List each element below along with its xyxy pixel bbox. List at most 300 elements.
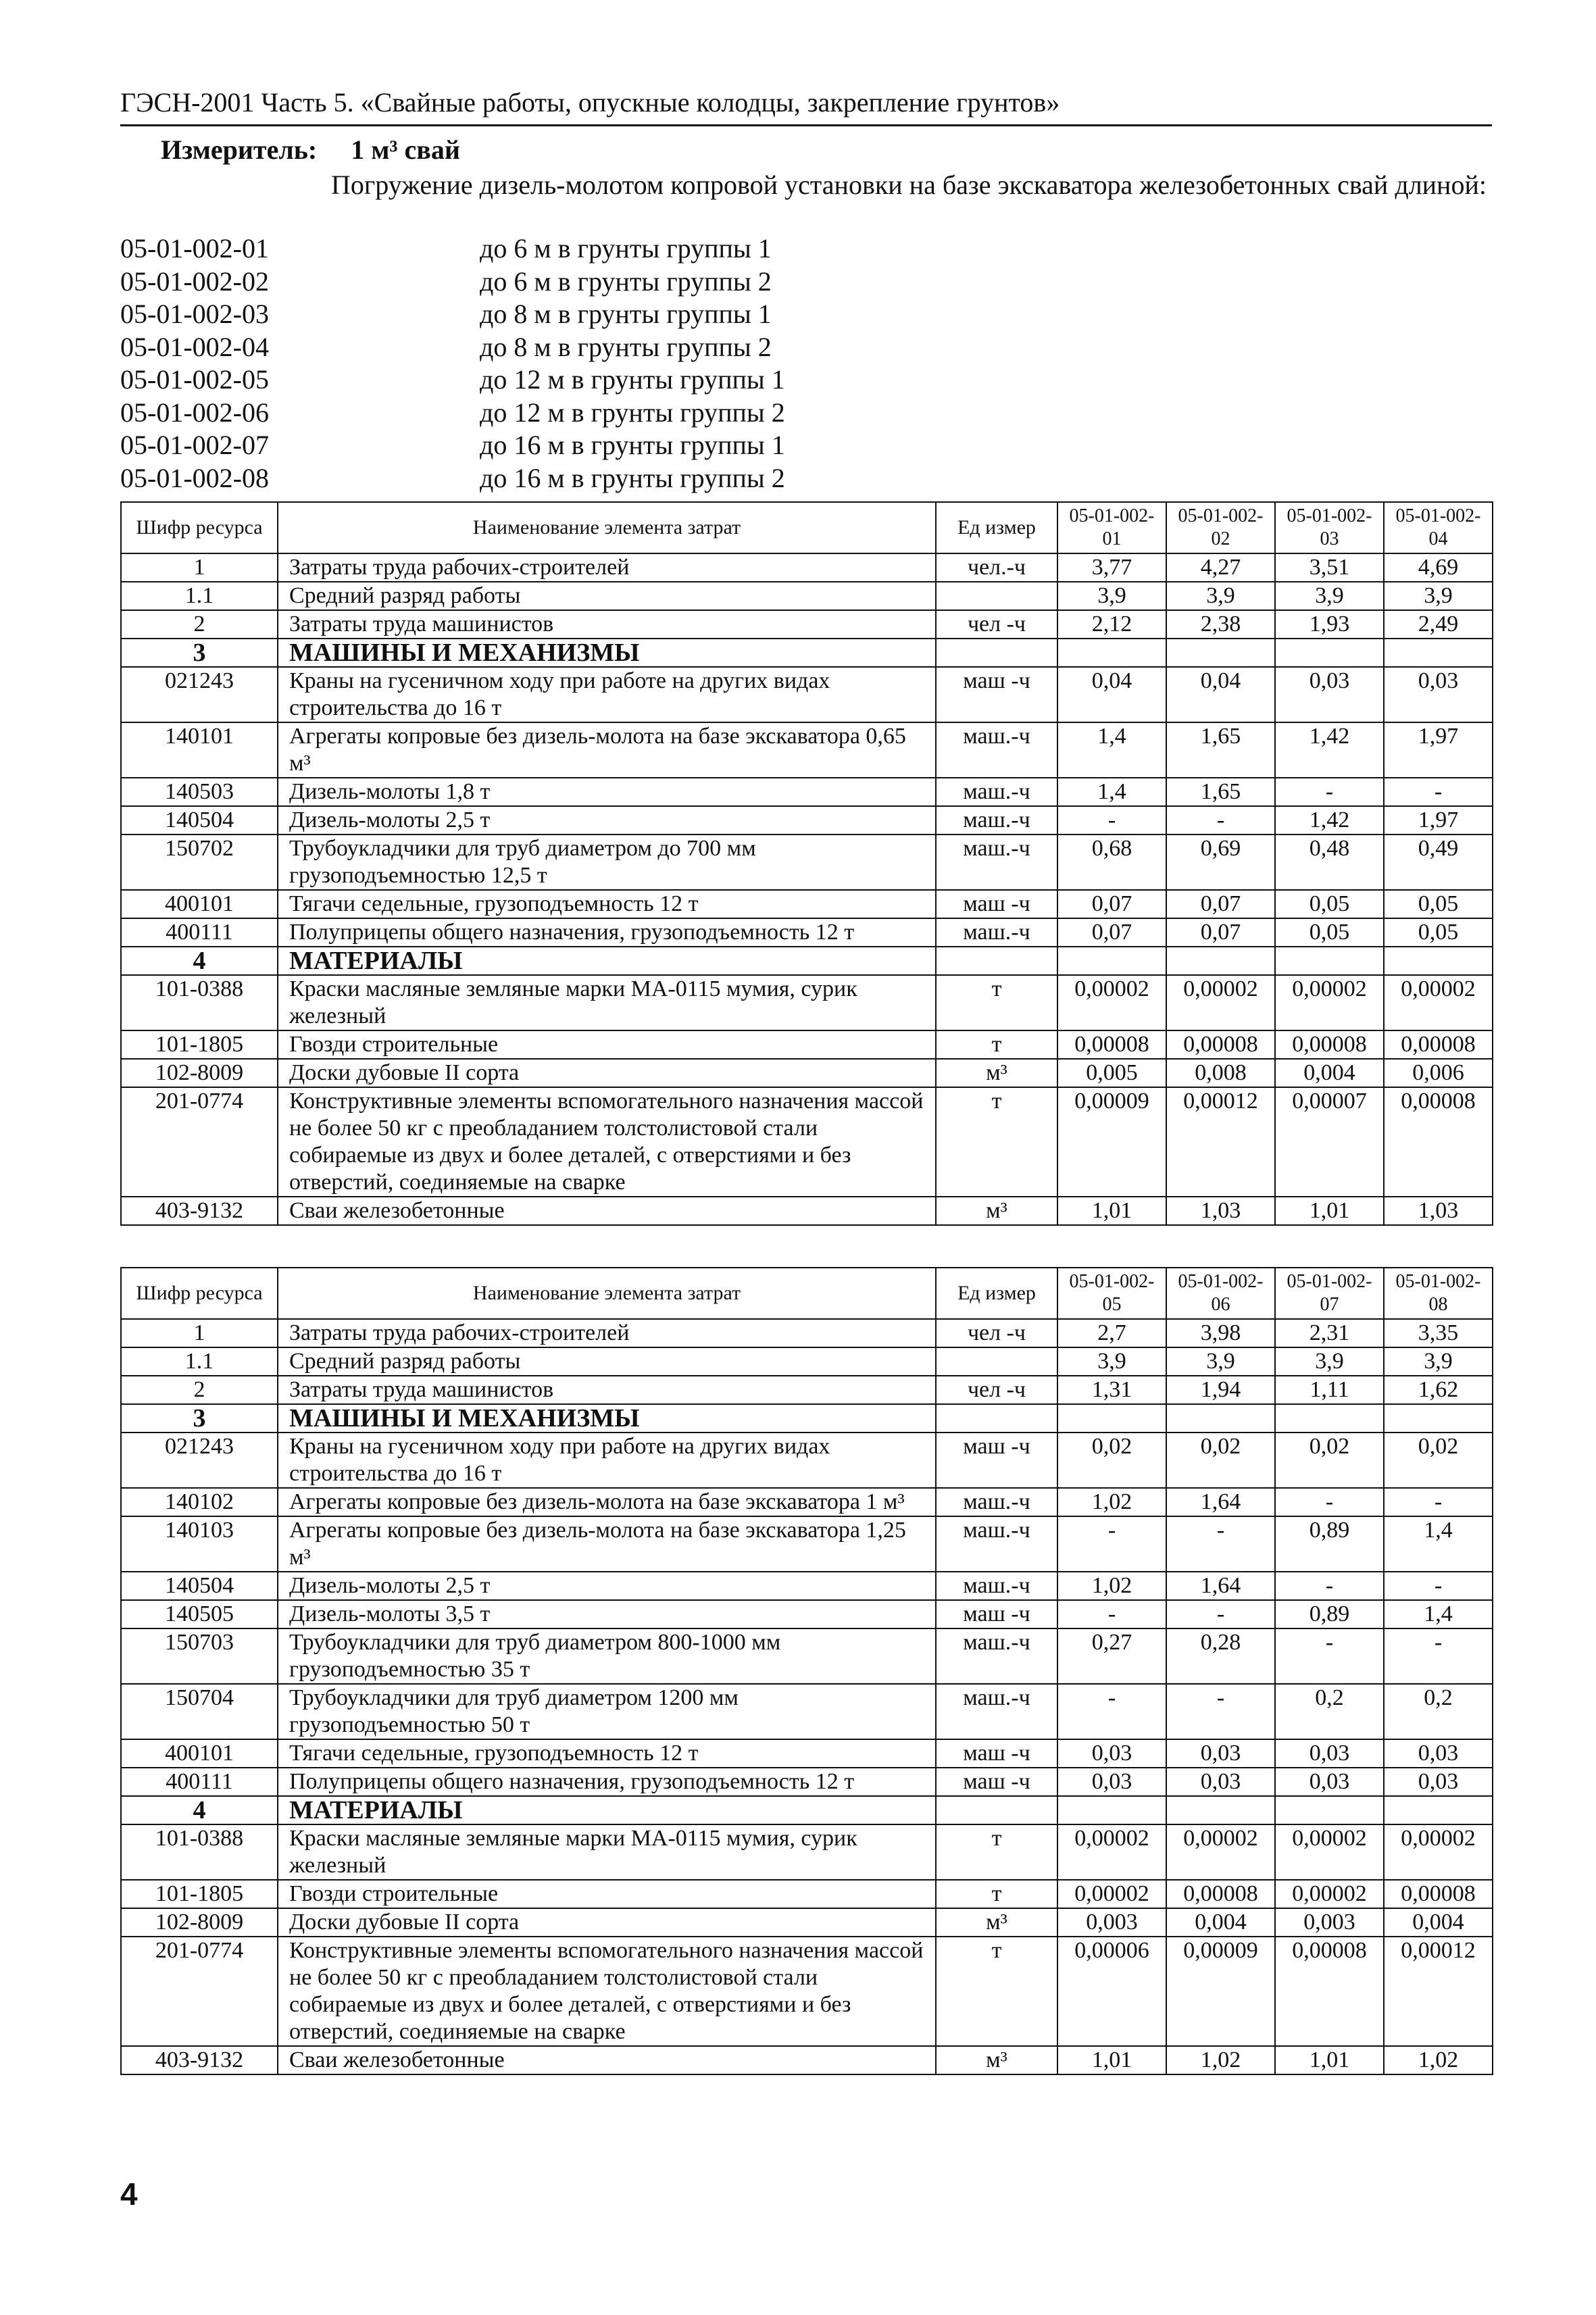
resource-value: 0,00008 [1166, 1030, 1275, 1059]
resource-unit: м³ [936, 1197, 1057, 1225]
resource-name: Средний разряд работы [278, 1347, 936, 1376]
resource-value: 1,03 [1384, 1197, 1493, 1225]
resource-value: 0,03 [1384, 667, 1493, 722]
resource-value [1166, 947, 1275, 975]
resource-value: 1,01 [1275, 1197, 1384, 1225]
resource-name: Дизель-молоты 1,8 т [278, 778, 936, 806]
code-id: 05-01-002-01 [120, 233, 269, 264]
resource-value: - [1384, 778, 1493, 806]
resource-value: 1,97 [1384, 806, 1493, 835]
resource-cipher: 101-1805 [121, 1030, 278, 1059]
table-row [121, 1908, 1493, 1937]
resource-unit: т [936, 975, 1057, 1030]
resource-name: Полуприцепы общего назначения, грузоподъемность 12 т [278, 1768, 936, 1796]
resource-value: - [1384, 1488, 1493, 1516]
resource-unit: м³ [936, 1059, 1057, 1087]
resource-value: - [1384, 1572, 1493, 1600]
resource-value: - [1275, 1628, 1384, 1684]
resource-value [1057, 1796, 1166, 1824]
resource-cipher: 2 [121, 610, 278, 639]
resource-value: 0,00002 [1384, 975, 1493, 1030]
resource-value: 3,9 [1275, 1347, 1384, 1376]
table-row [121, 1684, 1493, 1739]
resource-cipher: 102-8009 [121, 1059, 278, 1087]
code-list-item [120, 331, 785, 364]
resource-name: Гвозди строительные [278, 1880, 936, 1908]
resource-value: 1,4 [1057, 778, 1166, 806]
resource-name: Краски масляные земляные марки МА-0115 мумия, сурик железный [278, 975, 936, 1030]
resource-cipher: 400101 [121, 1739, 278, 1768]
table-row [121, 722, 1493, 778]
measure-value: 1 м³ свай [351, 134, 460, 165]
resource-value: 0,00006 [1057, 1937, 1166, 2046]
resource-unit: маш.-ч [936, 835, 1057, 890]
resource-value: - [1384, 1628, 1493, 1684]
table-row [121, 1347, 1493, 1376]
resource-value: 0,05 [1275, 890, 1384, 918]
resource-value: 0,03 [1275, 1739, 1384, 1768]
header-code: 05-01-002-02 [1166, 502, 1275, 553]
resource-cipher: 140504 [121, 1572, 278, 1600]
code-id: 05-01-002-06 [120, 397, 269, 428]
resource-value: 0,27 [1057, 1628, 1166, 1684]
resource-value: - [1166, 1684, 1275, 1739]
resource-cipher: 1 [121, 1319, 278, 1347]
resource-value: 0,008 [1166, 1059, 1275, 1087]
resource-value [1166, 1404, 1275, 1433]
resource-table-2 [120, 1267, 1493, 2075]
resource-value: 0,05 [1384, 918, 1493, 947]
resource-cipher: 140102 [121, 1488, 278, 1516]
code-description: до 16 м в грунты группы 1 [480, 430, 785, 460]
resource-value: 0,00008 [1384, 1880, 1493, 1908]
resource-name: МАШИНЫ И МЕХАНИЗМЫ [278, 1404, 936, 1433]
table-row [121, 1572, 1493, 1600]
measure-label: Измеритель: [161, 134, 318, 165]
table-row [121, 1824, 1493, 1880]
resource-unit: чел.-ч [936, 553, 1057, 582]
resource-value: 1,01 [1057, 2046, 1166, 2074]
resource-value: - [1166, 1600, 1275, 1628]
resource-value: 0,04 [1057, 667, 1166, 722]
resource-cipher: 101-0388 [121, 975, 278, 1030]
header-name: Наименование элемента затрат [278, 502, 936, 553]
resource-value: 0,00002 [1275, 1880, 1384, 1908]
resource-value: 1,65 [1166, 778, 1275, 806]
resource-value: 1,31 [1057, 1376, 1166, 1404]
code-description: до 12 м в грунты группы 2 [480, 397, 785, 428]
code-id: 05-01-002-02 [120, 266, 269, 297]
resource-cipher: 403-9132 [121, 1197, 278, 1225]
resource-name: МАТЕРИАЛЫ [278, 947, 936, 975]
resource-value: 0,03 [1384, 1768, 1493, 1796]
resource-unit: м³ [936, 1908, 1057, 1937]
resource-value: 2,38 [1166, 610, 1275, 639]
resource-cipher: 2 [121, 1376, 278, 1404]
resource-cipher: 201-0774 [121, 1937, 278, 2046]
resource-value: 0,00002 [1275, 1824, 1384, 1880]
header-code: 05-01-002-03 [1275, 502, 1384, 553]
table-row [121, 918, 1493, 947]
resource-value: 0,69 [1166, 835, 1275, 890]
section-row [121, 639, 1493, 667]
resource-cipher: 4 [121, 1796, 278, 1824]
resource-value: 0,05 [1384, 890, 1493, 918]
table-row [121, 1880, 1493, 1908]
header-code: 05-01-002-05 [1057, 1268, 1166, 1319]
resource-value [1384, 1404, 1493, 1433]
resource-unit: маш -ч [936, 1600, 1057, 1628]
resource-value: 0,00002 [1166, 1824, 1275, 1880]
resource-table-1 [120, 501, 1493, 1226]
resource-unit [936, 582, 1057, 610]
resource-value: - [1057, 806, 1166, 835]
code-description: до 8 м в грунты группы 2 [480, 331, 772, 362]
resource-cipher: 140505 [121, 1600, 278, 1628]
resource-cipher: 400111 [121, 1768, 278, 1796]
resource-value [1275, 639, 1384, 667]
resource-unit: маш -ч [936, 1768, 1057, 1796]
resource-name: Дизель-молоты 2,5 т [278, 806, 936, 835]
resource-name: Дизель-молоты 3,5 т [278, 1600, 936, 1628]
resource-name: Гвозди строительные [278, 1030, 936, 1059]
resource-value: 0,07 [1166, 918, 1275, 947]
resource-value: 0,68 [1057, 835, 1166, 890]
resource-value: 0,2 [1275, 1684, 1384, 1739]
resource-unit: маш.-ч [936, 1684, 1057, 1739]
resource-value: 1,01 [1057, 1197, 1166, 1225]
resource-name: Полуприцепы общего назначения, грузоподъемность 12 т [278, 918, 936, 947]
resource-cipher: 1 [121, 553, 278, 582]
resource-value: - [1057, 1684, 1166, 1739]
resource-value [1166, 639, 1275, 667]
table-row [121, 778, 1493, 806]
resource-cipher: 101-0388 [121, 1824, 278, 1880]
resource-value: 0,00002 [1057, 975, 1166, 1030]
resource-cipher: 4 [121, 947, 278, 975]
resource-value: 0,03 [1166, 1768, 1275, 1796]
resource-value: 0,02 [1057, 1433, 1166, 1488]
header-code: 05-01-002-08 [1384, 1268, 1493, 1319]
resource-value: 1,62 [1384, 1376, 1493, 1404]
resource-name: Тягачи седельные, грузоподъемность 12 т [278, 1739, 936, 1768]
resource-cipher: 3 [121, 1404, 278, 1433]
resource-name: Конструктивные элементы вспомогательного назначения массой не более 50 кг с преобладанием толстолистовой стали собираемые из двух и более деталей, с отверстиями и без отверстий, соединяемые на сварке [278, 1937, 936, 2046]
header-cipher: Шифр ресурса [121, 1268, 278, 1319]
resource-value: 0,00012 [1166, 1087, 1275, 1197]
resource-unit: м³ [936, 2046, 1057, 2074]
resource-unit: т [936, 1087, 1057, 1197]
resource-value: 1,42 [1275, 722, 1384, 778]
code-id: 05-01-002-05 [120, 364, 269, 395]
resource-value: 0,04 [1166, 667, 1275, 722]
resource-value: 0,03 [1166, 1739, 1275, 1768]
table-header-row [121, 1268, 1493, 1319]
resource-value: 0,00008 [1275, 1030, 1384, 1059]
resource-value: 0,00002 [1275, 975, 1384, 1030]
resource-value: 2,31 [1275, 1319, 1384, 1347]
resource-unit [936, 1796, 1057, 1824]
header-unit: Ед измер [936, 502, 1057, 553]
code-id: 05-01-002-04 [120, 331, 269, 362]
resource-name: МАШИНЫ И МЕХАНИЗМЫ [278, 639, 936, 667]
resource-name: Затраты труда рабочих-строителей [278, 1319, 936, 1347]
table-row [121, 890, 1493, 918]
table-row [121, 1488, 1493, 1516]
resource-name: МАТЕРИАЛЫ [278, 1796, 936, 1824]
code-description: до 6 м в грунты группы 2 [480, 266, 772, 297]
resource-value: 0,005 [1057, 1059, 1166, 1087]
code-description: до 8 м в грунты группы 1 [480, 299, 772, 329]
resource-value [1275, 947, 1384, 975]
resource-value: 0,00002 [1384, 1824, 1493, 1880]
resource-unit: маш.-ч [936, 722, 1057, 778]
resource-value: 0,004 [1275, 1059, 1384, 1087]
resource-value: 0,003 [1057, 1908, 1166, 1937]
table-row [121, 667, 1493, 722]
resource-value: 1,02 [1384, 2046, 1493, 2074]
resource-value: 3,9 [1057, 1347, 1166, 1376]
resource-value [1275, 1404, 1384, 1433]
resource-cipher: 021243 [121, 1433, 278, 1488]
resource-cipher: 201-0774 [121, 1087, 278, 1197]
resource-value: 0,03 [1057, 1739, 1166, 1768]
resource-value: 0,48 [1275, 835, 1384, 890]
resource-cipher: 150703 [121, 1628, 278, 1684]
resource-value: 0,00007 [1275, 1087, 1384, 1197]
resource-value: - [1275, 1488, 1384, 1516]
resource-value: 3,9 [1166, 1347, 1275, 1376]
table-row [121, 1059, 1493, 1087]
resource-value: 0,03 [1384, 1739, 1493, 1768]
resource-value: 0,2 [1384, 1684, 1493, 1739]
code-list-item [120, 364, 785, 397]
resource-value: 4,27 [1166, 553, 1275, 582]
resource-unit: маш -ч [936, 1433, 1057, 1488]
header-code: 05-01-002-07 [1275, 1268, 1384, 1319]
resource-value: 0,00009 [1166, 1937, 1275, 2046]
code-description: до 6 м в грунты группы 1 [480, 233, 772, 264]
resource-value: 0,003 [1275, 1908, 1384, 1937]
resource-value: 3,9 [1384, 1347, 1493, 1376]
resource-name: Средний разряд работы [278, 582, 936, 610]
resource-value: - [1057, 1516, 1166, 1572]
resource-unit: маш -ч [936, 667, 1057, 722]
resource-value: 0,03 [1275, 1768, 1384, 1796]
code-list-item [120, 429, 785, 462]
resource-name: Сваи железобетонные [278, 2046, 936, 2074]
code-list-item [120, 232, 785, 266]
resource-name: Конструктивные элементы вспомогательного назначения массой не более 50 кг с преобладанием толстолистовой стали собираемые из двух и более деталей, с отверстиями и без отверстий, соединяемые на сварке [278, 1087, 936, 1197]
resource-cipher: 150702 [121, 835, 278, 890]
resource-name: Трубоукладчики для труб диаметром 800-1000 мм грузоподъемностью 35 т [278, 1628, 936, 1684]
table-row [121, 2046, 1493, 2074]
resource-cipher: 101-1805 [121, 1880, 278, 1908]
resource-value [1057, 947, 1166, 975]
table-row [121, 806, 1493, 835]
code-id: 05-01-002-08 [120, 462, 269, 493]
section-intro: Погружение дизель-молотом копровой установки на базе экскаватора железобетонных свай длиной: [331, 170, 1487, 200]
code-id: 05-01-002-03 [120, 299, 269, 329]
code-list-item [120, 266, 785, 299]
resource-name: Сваи железобетонные [278, 1197, 936, 1225]
resource-unit [936, 1347, 1057, 1376]
resource-value: 1,01 [1275, 2046, 1384, 2074]
resource-name: Затраты труда рабочих-строителей [278, 553, 936, 582]
resource-value: 0,02 [1275, 1433, 1384, 1488]
resource-cipher: 400111 [121, 918, 278, 947]
resource-value: 1,02 [1057, 1488, 1166, 1516]
resource-value: 0,00008 [1384, 1030, 1493, 1059]
resource-cipher: 140103 [121, 1516, 278, 1572]
resource-value: 1,64 [1166, 1488, 1275, 1516]
code-description: до 12 м в грунты группы 1 [480, 364, 785, 395]
resource-value: 0,00008 [1275, 1937, 1384, 2046]
section-row [121, 1796, 1493, 1824]
resource-unit: чел -ч [936, 1376, 1057, 1404]
resource-cipher: 140503 [121, 778, 278, 806]
resource-cipher: 150704 [121, 1684, 278, 1739]
header-code: 05-01-002-04 [1384, 502, 1493, 553]
resource-value: 3,9 [1384, 582, 1493, 610]
resource-value [1057, 1404, 1166, 1433]
resource-name: Дизель-молоты 2,5 т [278, 1572, 936, 1600]
resource-value [1384, 639, 1493, 667]
table-row [121, 1628, 1493, 1684]
resource-value [1384, 947, 1493, 975]
resource-unit: т [936, 1937, 1057, 2046]
resource-value: 0,49 [1384, 835, 1493, 890]
resource-value: 1,64 [1166, 1572, 1275, 1600]
code-list [120, 232, 785, 495]
code-list-item [120, 298, 785, 331]
table-row [121, 975, 1493, 1030]
table-row [121, 1768, 1493, 1796]
resource-value: 3,9 [1275, 582, 1384, 610]
resource-cipher: 102-8009 [121, 1908, 278, 1937]
resource-unit [936, 1404, 1057, 1433]
resource-name: Краны на гусеничном ходу при работе на других видах строительства до 16 т [278, 1433, 936, 1488]
resource-name: Агрегаты копровые без дизель-молота на базе экскаватора 1,25 м³ [278, 1516, 936, 1572]
resource-unit: маш.-ч [936, 918, 1057, 947]
header-code: 05-01-002-01 [1057, 502, 1166, 553]
resource-value: 0,07 [1057, 918, 1166, 947]
resource-value: 4,69 [1384, 553, 1493, 582]
resource-value: 0,00008 [1166, 1880, 1275, 1908]
resource-value: 3,35 [1384, 1319, 1493, 1347]
table-row [121, 1739, 1493, 1768]
resource-value: - [1275, 1572, 1384, 1600]
table-header-row [121, 502, 1493, 553]
resource-unit: маш.-ч [936, 1628, 1057, 1684]
resource-unit: маш.-ч [936, 778, 1057, 806]
table-row [121, 835, 1493, 890]
resource-name: Тягачи седельные, грузоподъемность 12 т [278, 890, 936, 918]
resource-value: 0,02 [1384, 1433, 1493, 1488]
resource-value: 0,02 [1166, 1433, 1275, 1488]
resource-cipher: 021243 [121, 667, 278, 722]
header-unit: Ед измер [936, 1268, 1057, 1319]
table-row [121, 1433, 1493, 1488]
resource-cipher: 1.1 [121, 582, 278, 610]
resource-value: 0,004 [1384, 1908, 1493, 1937]
resource-value: 1,4 [1057, 722, 1166, 778]
resource-value: 3,51 [1275, 553, 1384, 582]
resource-unit: т [936, 1030, 1057, 1059]
resource-name: Краски масляные земляные марки МА-0115 мумия, сурик железный [278, 1824, 936, 1880]
resource-value: 1,65 [1166, 722, 1275, 778]
resource-value: - [1275, 778, 1384, 806]
resource-unit: маш.-ч [936, 806, 1057, 835]
resource-value: 0,28 [1166, 1628, 1275, 1684]
resource-value: 1,03 [1166, 1197, 1275, 1225]
resource-value: 3,9 [1166, 582, 1275, 610]
resource-value: 3,9 [1057, 582, 1166, 610]
resource-value: 0,03 [1057, 1768, 1166, 1796]
resource-cipher: 400101 [121, 890, 278, 918]
table-row [121, 1516, 1493, 1572]
resource-value: 3,77 [1057, 553, 1166, 582]
resource-unit: чел -ч [936, 1319, 1057, 1347]
resource-unit: маш.-ч [936, 1572, 1057, 1600]
section-row [121, 1404, 1493, 1433]
resource-value: 0,00009 [1057, 1087, 1166, 1197]
resource-value: 0,006 [1384, 1059, 1493, 1087]
resource-unit: т [936, 1880, 1057, 1908]
resource-cipher: 140101 [121, 722, 278, 778]
resource-value: 1,97 [1384, 722, 1493, 778]
resource-value [1384, 1796, 1493, 1824]
resource-unit: маш.-ч [936, 1488, 1057, 1516]
resource-name: Трубоукладчики для труб диаметром 1200 мм грузоподъемностью 50 т [278, 1684, 936, 1739]
resource-value: 3,98 [1166, 1319, 1275, 1347]
resource-cipher: 140504 [121, 806, 278, 835]
resource-value: 2,7 [1057, 1319, 1166, 1347]
resource-value: - [1057, 1600, 1166, 1628]
code-description: до 16 м в грунты группы 2 [480, 462, 785, 493]
resource-value: 1,4 [1384, 1516, 1493, 1572]
measure-line [161, 134, 460, 166]
resource-value: 0,00012 [1384, 1937, 1493, 2046]
resource-unit: чел -ч [936, 610, 1057, 639]
resource-unit: маш.-ч [936, 1516, 1057, 1572]
resource-name: Трубоукладчики для труб диаметром до 700 мм грузоподъемностью 12,5 т [278, 835, 936, 890]
resource-cipher: 3 [121, 639, 278, 667]
resource-value: 0,00002 [1057, 1880, 1166, 1908]
resource-value: 0,00008 [1384, 1087, 1493, 1197]
resource-value: 2,49 [1384, 610, 1493, 639]
resource-unit: маш -ч [936, 890, 1057, 918]
resource-value: 0,05 [1275, 918, 1384, 947]
resource-value: 1,93 [1275, 610, 1384, 639]
section-row [121, 947, 1493, 975]
resource-value: 1,02 [1057, 1572, 1166, 1600]
table-row [121, 1087, 1493, 1197]
table-row [121, 1600, 1493, 1628]
code-list-item [120, 462, 785, 495]
resource-value [1275, 1796, 1384, 1824]
code-list-item [120, 397, 785, 430]
table-row [121, 1197, 1493, 1225]
header-name: Наименование элемента затрат [278, 1268, 936, 1319]
table-row [121, 1030, 1493, 1059]
resource-value [1057, 639, 1166, 667]
resource-unit [936, 639, 1057, 667]
resource-name: Доски дубовые II сорта [278, 1059, 936, 1087]
resource-cipher: 403-9132 [121, 2046, 278, 2074]
resource-value: 0,89 [1275, 1516, 1384, 1572]
resource-value: 0,07 [1166, 890, 1275, 918]
